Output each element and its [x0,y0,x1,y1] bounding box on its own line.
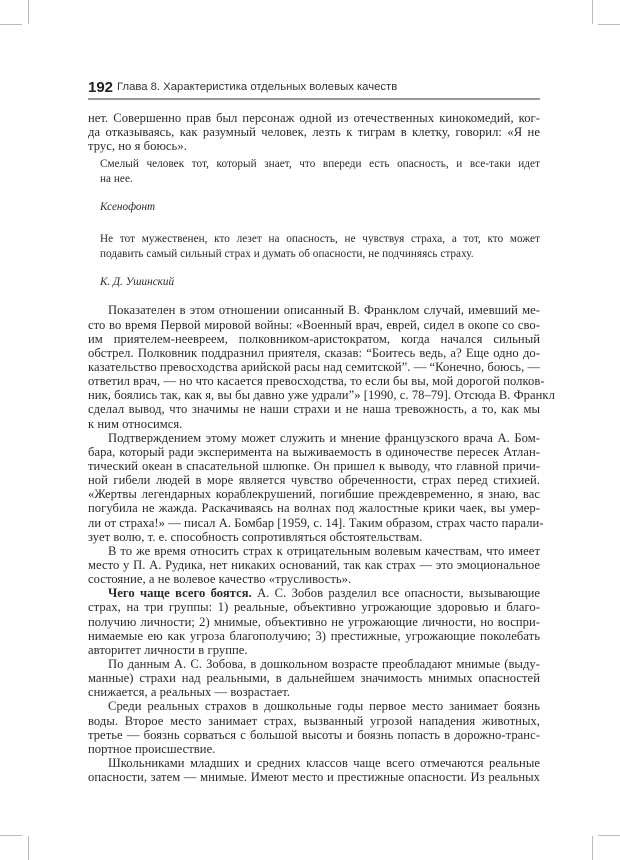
paragraph [88,699,540,756]
paragraph-line: сделал вывод, что значимы не наши страхи и не наша тревожность, а то, как мы [88,402,540,417]
paragraph [88,544,540,586]
paragraph-line: снижается, а реальных — возрастает. [88,685,291,700]
paragraph-line: страх, на три группы: 1) реальные, объективно угрожающие здоровью и благо- [88,600,540,615]
paragraph-line: ник, боялись так, как я, вы бы давно уже удрали”» [1990, с. 78–79]. Отсюда В. Франкл [88,388,555,403]
paragraph-line: ной гибели людей в море является чувство обреченности, страх перед стихией. [88,473,540,488]
crop-mark [0,835,22,836]
paragraph-line: сто во время Первой мировой войны: «Военный врач, еврей, сидел в окопе со сво- [88,317,540,332]
paragraph-line: Показателен в этом отношении описанный В. Франклом случай, имевший ме- [108,303,540,318]
paragraph-line: нет. Совершенно прав был персонаж одной из отечественных кинокомедий, ког- [88,111,540,125]
paragraph-line: трус, но я боюсь». [88,139,187,154]
paragraph-line: к ним относимся. [88,416,183,431]
paragraph-line: им приятелем-неевреем, полковником-аристократом, когда начался сильный [88,331,540,346]
quote-line: Не тот мужественен, кто лезет на опасность, не чувствуя страха, а тот, кто может [100,233,540,246]
crop-mark [592,836,593,860]
paragraph-line: получию личности; 2) мнимые, объективно не угрожающие личности, но воспри- [88,614,540,629]
paragraph-line: Среди реальных страхов в дошкольные годы первое место занимает боязнь [108,699,540,714]
paragraph-line: ответил врач, — но что касается превосходства, то если бы вы, мой дорогой полков- [88,374,545,389]
run-in-heading: Чего чаще всего боятся. [108,586,252,601]
crop-mark [598,24,620,25]
page-header [88,78,540,100]
paragraph-line: Подтверждением этому может служить и мнение французского врача А. Бом- [108,430,540,445]
paragraph [88,756,540,784]
crop-mark [28,836,29,860]
paragraph [88,303,555,431]
paragraph-line: портное происшествие. [88,741,216,756]
quote-line: Смелый человек тот, который знает, что впереди есть опасность, и все-таки идет [100,158,540,171]
paragraph-line: В то же время относить страх к отрицательным волевым качествам, что имеет [108,543,540,558]
paragraph-line: авторитет личности в группе. [88,642,248,657]
epigraph-quote [88,232,540,290]
paragraph-line: ли от страха!» — писал А. Бомбар [1959, с. 14]. Таким образом, страх часто парали- [88,515,544,530]
paragraph-line: да отказываясь, как разумный человек, лезть к тиграм в клетку, говорил: «Я не [88,125,540,140]
paragraph-line: манные) страхи над реальными, в дальнейшем значимость мнимых опасностей [88,671,540,686]
crop-mark [0,24,22,25]
paragraph-line: казательство превосходства арийской расы над семитской”. — “Конечно, боюсь, — [88,359,541,374]
paragraph-line: зует волю, т. е. способность сопротивляться обстоятельствам. [88,529,423,544]
spacer [88,290,540,303]
page-body [88,111,555,785]
page-number: 192 [88,79,114,96]
quote-line: подавить самый сильный страх и думать об опасности, не подчиняясь страху. [100,248,474,261]
paragraph [88,111,540,153]
paragraph-line: состояние, а не волевое качество «трусливость». [88,572,352,587]
paragraph-line [88,586,540,600]
paragraph-line: место у П. А. Рудика, нет никаких оснований, так как страх — это эмоциональное [88,557,540,572]
epigraph-quote [88,157,540,215]
paragraph-line: Школьниками младших и средних классов чаще всего отмечаются реальные [108,755,540,770]
paragraph-line: погубила не жажда. Раскачиваясь на волнах под жалостные крики чаек, вы умер- [88,501,540,516]
crop-mark [598,835,620,836]
paragraph [88,657,540,699]
paragraph-line: обстрел. Полковник поддразнил приятеля, сказав: “Боитесь ведь, а? Еще одно до- [88,345,540,360]
paragraph [88,586,540,657]
paragraph-line: третье — боязнь сорваться с большой высоты и боязнь попасть в дорожно-транс- [88,727,540,742]
running-title: Глава 8. Характеристика отдельных волевых качеств [117,81,398,93]
quote-line: на нее. [100,173,133,186]
crop-mark [28,0,29,24]
paragraph-line: воды. Второе место занимает страх, вызванный угрозой нападения животных, [88,713,540,728]
paragraph-line: нимаемые ею как угроза благополучию; 3) престижные, угрожающие поколебать [88,628,540,643]
paragraph-line: опасности, затем — мнимые. Имеют место и престижные опасности. Из реальных [88,770,540,785]
line-text: А. С. Зобов разделил все опасности, вызывающие [251,586,540,601]
spacer [88,215,540,228]
quote-author: Ксенофонт [100,201,156,214]
paragraph-line: По данным А. С. Зобова, в дошкольном возрасте преобладают мнимые (выду- [108,656,540,671]
paragraph [88,430,544,544]
paragraph-line: тический океан в спасательной шлюпке. Он пришел к выводу, что главной причи- [88,458,540,473]
crop-mark [592,0,593,24]
paragraph-line: «Жертвы легендарных кораблекрушений, погибшие преждевременно, я знаю, вас [88,487,540,502]
paragraph-line: бара, который ради эксперимента на выживаемость в одиночестве пересек Атлан- [88,444,540,459]
quote-author: К. Д. Ушинский [100,276,175,289]
